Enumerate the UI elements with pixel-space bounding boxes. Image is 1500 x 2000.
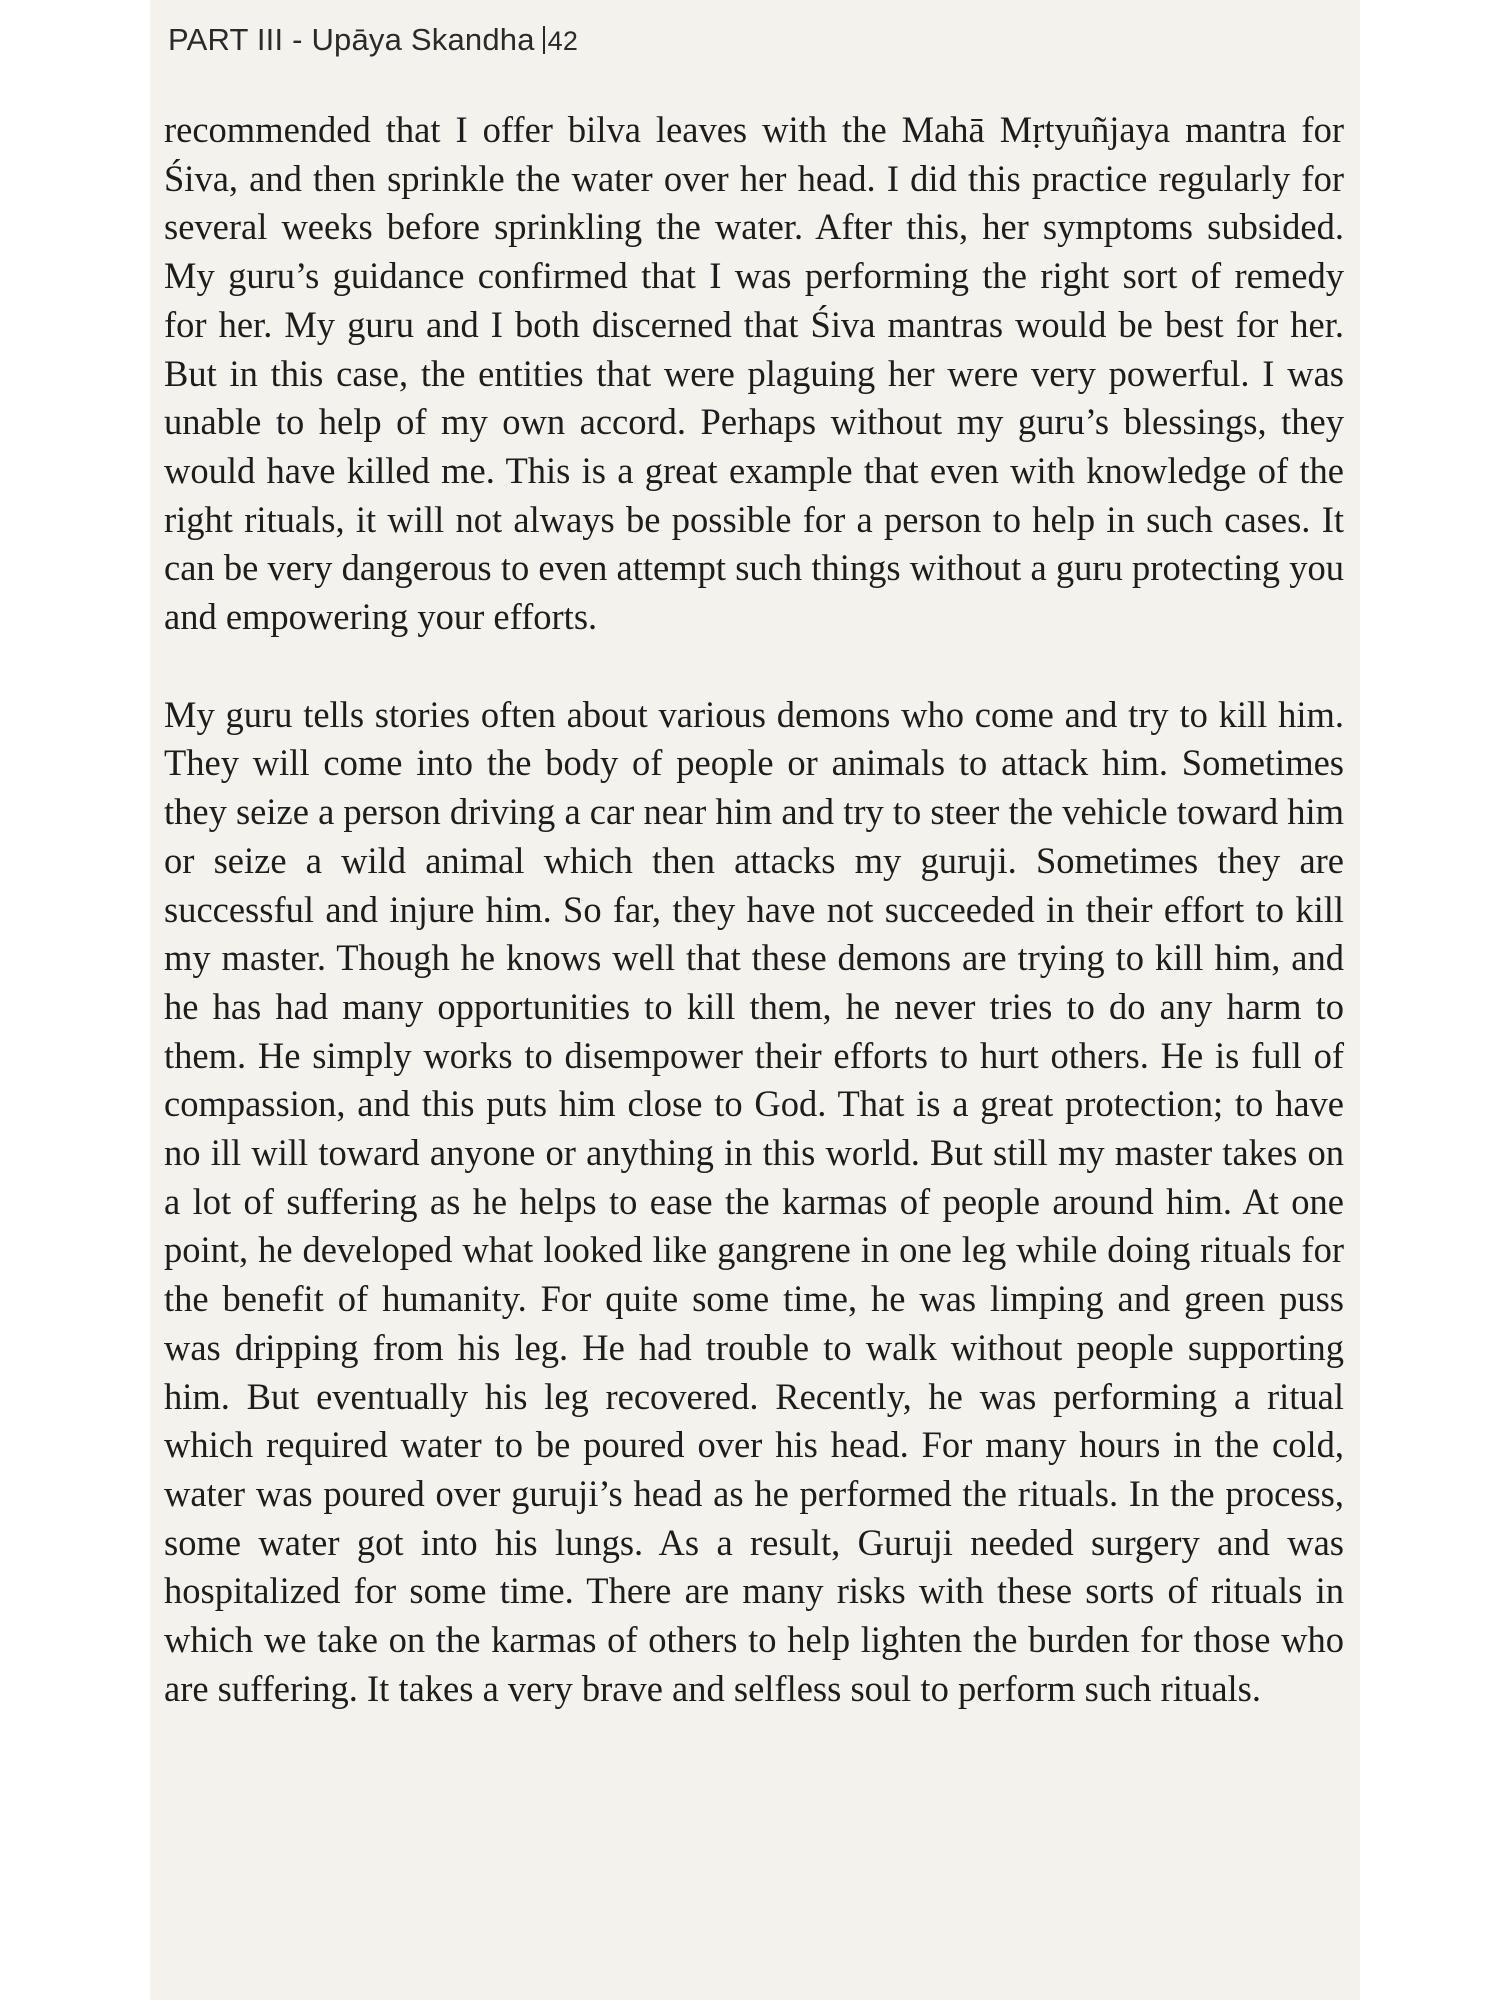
book-page — [150, 0, 1360, 2000]
page-number: 42 — [547, 26, 579, 56]
running-header — [168, 22, 578, 58]
paragraph: My guru tells stories often about various demons who come and try to kill him. They will come into the body of people or animals to attack him. Sometimes they seize a person driving a car near him and try to steer the vehicle toward him or seize a wild animal which then attacks my guruji. Sometimes they are successful and injure him. So far, they have not succeeded in their effort to kill my master. Though he knows well that these demons are trying to kill him, and he has had many opportunities to kill them, he never tries to do any harm to them. He simply works to disempower their efforts to hurt others. He is full of compassion, and this puts him close to God. That is a great protection; to have no ill will toward anyone or anything in this world. But still my master takes on a lot of suffering as he helps to ease the karmas of people around him. At one point, he developed what looked like gangrene in one leg while doing rituals for the benefit of humanity. For quite some time, he was limping and green puss was dripping from his leg. He had trouble to walk without people supporting him. But eventually his leg recovered. Recently, he was performing a ritual which required water to be poured over his head. For many hours in the cold, water was poured over guruji’s head as he performed the rituals. In the process, some water got into his lungs. As a result, Guruji needed surgery and was hospitalized for some time. There are many risks with these sorts of rituals in which we take on the karmas of others to help lighten the burden for those who are suffering. It takes a very brave and selfless soul to perform such rituals. — [164, 693, 1344, 1709]
paragraph: recommended that I offer bilva leaves with the Mahā Mṛtyuñjaya mantra for Śiva, and then sprinkle the water over her head. I did this practice regularly for several weeks before sprinkling the water. After this, her symptoms subsided. My guru’s guidance confirmed that I was performing the right sort of remedy for her. My guru and I both discerned that Śiva mantras would be best for her. But in this case, the entities that were plaguing her were very powerful. I was unable to help of my own accord. Perhaps without my guru’s blessings, they would have killed me. This is a great example that even with knowledge of the right rituals, it will not always be possible for a person to help in such cases. It can be very dangerous to even attempt such things without a guru protecting you and empowering your efforts. — [164, 109, 1344, 638]
body-text — [164, 106, 1344, 1714]
header-divider — [543, 26, 545, 54]
part-title: PART III - Upāya Skandha — [168, 22, 535, 57]
